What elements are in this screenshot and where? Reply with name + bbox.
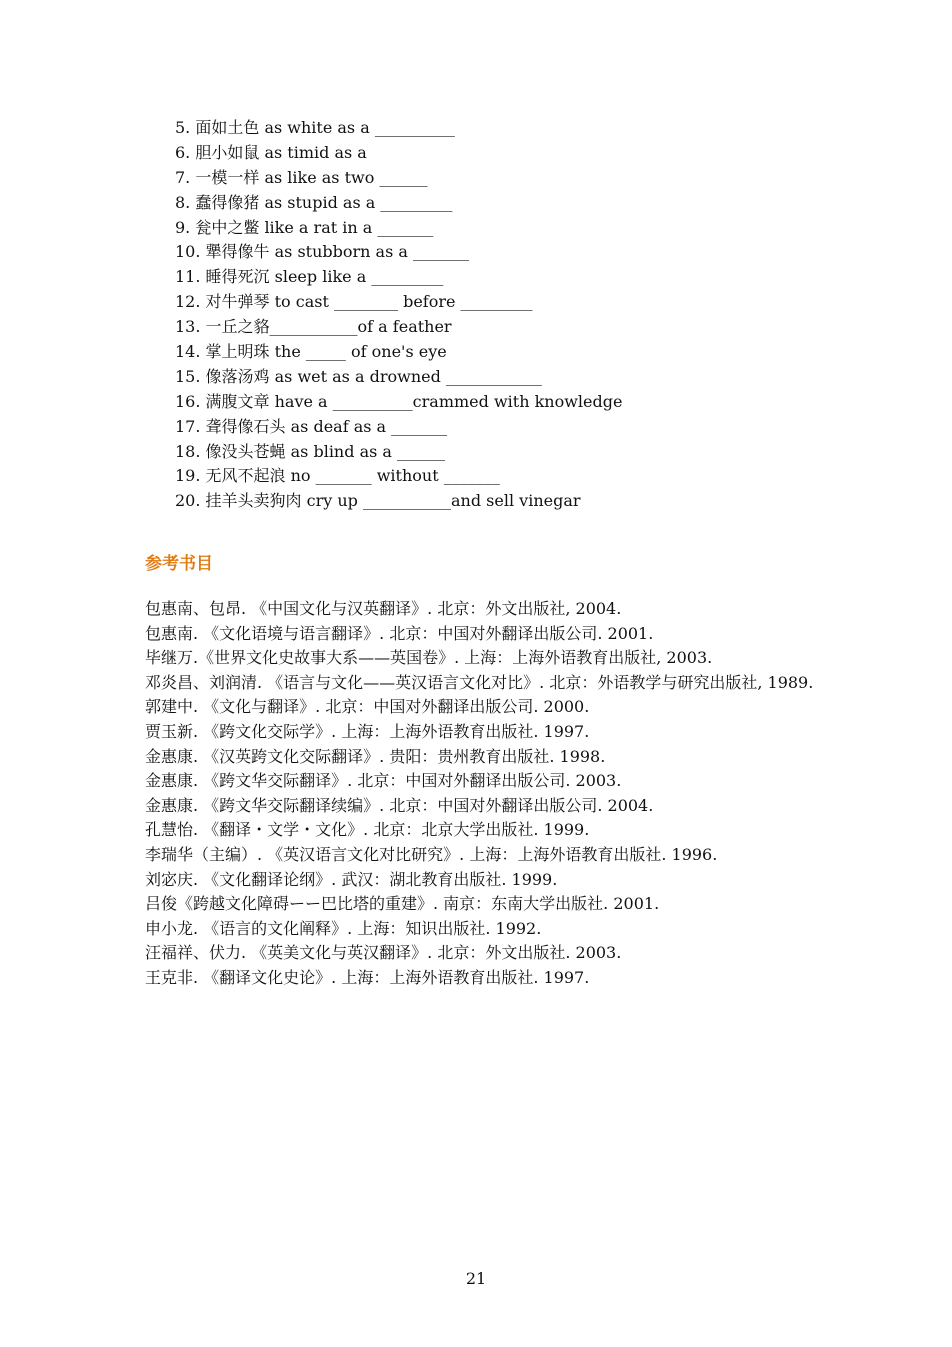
reference-entry: 金惠康. 《跨文华交际翻译续编》. 北京：中国对外翻译出版公司. 2004.: [145, 795, 654, 815]
reference-entry: 孔慧怡. 《翻译・文学・文化》. 北京：北京大学出版社. 1999.: [145, 820, 590, 840]
reference-entry: 毕继万.《世界文化史故事大系——英国卷》. 上海：上海外语教育出版社, 2003.: [145, 648, 713, 668]
exercise-item: 16. 满腹文章 have a __________crammed with knowledge: [175, 391, 623, 411]
exercise-item: 12. 对牛弹琴 to cast ________ before _________: [175, 292, 533, 312]
reference-entry: 王克非. 《翻译文化史论》. 上海：上海外语教育出版社. 1997.: [145, 967, 590, 987]
exercise-item: 9. 瓮中之鳖 like a rat in a _______: [175, 217, 434, 237]
reference-entry: 李瑞华（主编）. 《英汉语言文化对比研究》. 上海：上海外语教育出版社. 1996.: [145, 844, 718, 864]
exercise-item: 7. 一模一样 as like as two ______: [175, 167, 428, 187]
exercise-item: 6. 胆小如鼠 as timid as a: [175, 142, 367, 162]
exercise-item: 8. 蠢得像猪 as stupid as a _________: [175, 192, 453, 212]
reference-entry: 包惠南. 《文化语境与语言翻译》. 北京：中国对外翻译出版公司. 2001.: [145, 623, 654, 643]
reference-entry: 申小龙. 《语言的文化阐释》. 上海：知识出版社. 1992.: [145, 918, 542, 938]
reference-entry: 郭建中. 《文化与翻译》. 北京：中国对外翻译出版公司. 2000.: [145, 697, 590, 717]
exercise-item: 18. 像没头苍蝇 as blind as a ______: [175, 441, 446, 461]
reference-entry: 贾玉新. 《跨文化交际学》. 上海：上海外语教育出版社. 1997.: [145, 721, 590, 741]
reference-entry: 邓炎昌、刘润清. 《语言与文化——英汉语言文化对比》. 北京：外语教学与研究出版社, 1989.: [145, 672, 814, 692]
exercise-item: 15. 像落汤鸡 as wet as a drowned ____________: [175, 366, 542, 386]
exercise-item: 14. 掌上明珠 the _____ of one's eye: [175, 342, 447, 362]
exercise-item: 13. 一丘之貉___________of a feather: [175, 317, 452, 337]
references-heading: 参考书目: [145, 554, 213, 574]
exercise-item: 19. 无风不起浪 no _______ without _______: [175, 466, 500, 486]
page-number: 21: [465, 1269, 487, 1288]
reference-entry: 吕俊《跨越文化障碍ーー巴比塔的重建》. 南京：东南大学出版社. 2001.: [145, 894, 660, 914]
exercise-item: 5. 面如土色 as white as a __________: [175, 118, 455, 137]
reference-entry: 金惠康. 《汉英跨文化交际翻译》. 贵阳：贵州教育出版社. 1998.: [145, 746, 606, 766]
reference-entry: 刘宓庆. 《文化翻译论纲》. 武汉：湖北教育出版社. 1999.: [145, 869, 558, 889]
exercise-item: 20. 挂羊头卖狗肉 cry up ___________and sell vinegar: [175, 491, 581, 511]
reference-entry: 金惠康. 《跨文华交际翻译》. 北京：中国对外翻译出版公司. 2003.: [145, 771, 622, 791]
reference-entry: 包惠南、包昂. 《中国文化与汉英翻译》. 北京：外文出版社, 2004.: [145, 599, 622, 618]
exercise-item: 10. 犟得像牛 as stubborn as a _______: [175, 242, 470, 262]
reference-entry: 汪福祥、伏力. 《英美文化与英汉翻译》. 北京：外文出版社. 2003.: [145, 943, 622, 963]
exercise-item: 17. 聋得像石头 as deaf as a _______: [175, 416, 448, 436]
references-list: [145, 597, 815, 991]
exercise-list: [175, 116, 622, 514]
exercise-item: 11. 睡得死沉 sleep like a _________: [175, 267, 444, 287]
